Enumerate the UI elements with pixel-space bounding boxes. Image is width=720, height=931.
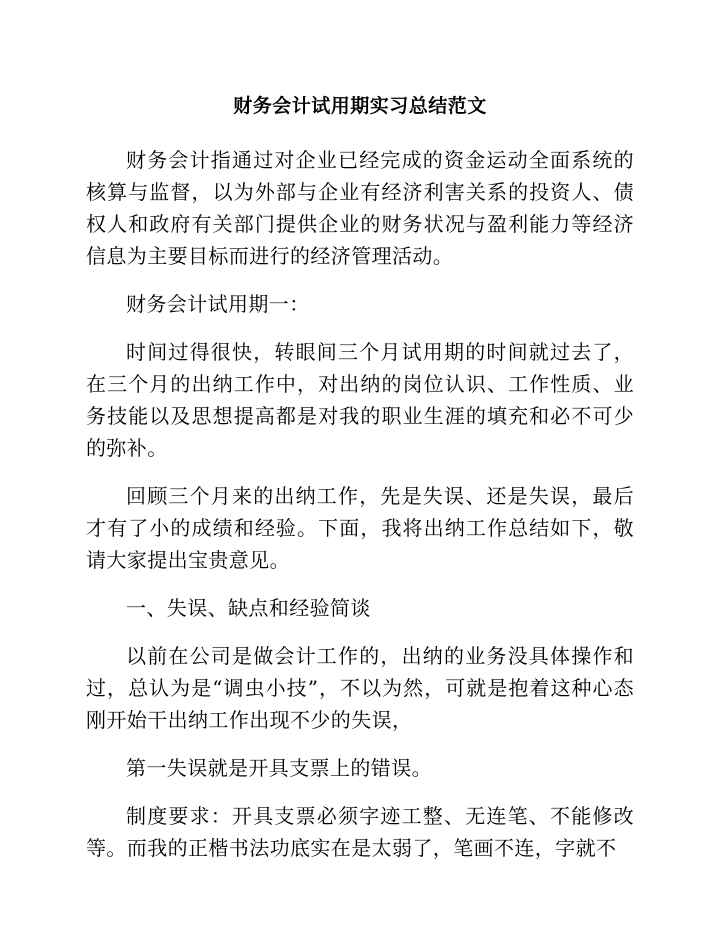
document-title: 财务会计试用期实习总结范文 [233,95,487,117]
paragraph-first-mistake: 第一失误就是开具支票上的错误。 [126,756,432,780]
paragraph-previous-work: 以前在公司是做会计工作的，出纳的业务没具体操作和过，总认为是“调虫小技”，不以为然，可就是抱着这种心态刚开始干出纳工作出现不少的失误， [86,644,634,732]
paragraph-subheading-mistakes: 一、失误、缺点和经验简谈 [126,596,371,620]
paragraph-time-passed: 时间过得很快，转眼间三个月试用期的时间就过去了，在三个月的出纳工作中，对出纳的岗位认识、工作性质、业务技能以及思想提高都是对我的职业生涯的填充和必不可少的弥补。 [86,340,634,460]
paragraph-review: 回顾三个月来的出纳工作，先是失误、还是失误，最后才有了小的成绩和经验。下面，我将出纳工作总结如下，敬请大家提出宝贵意见。 [86,484,634,572]
paragraph-rules: 制度要求：开具支票必须字迹工整、无连笔、不能修改等。而我的正楷书法功底实在是太弱了，笔画不连，字就不 [86,804,634,860]
paragraph-intro: 财务会计指通过对企业已经完成的资金运动全面系统的核算与监督，以为外部与企业有经济利害关系的投资人、债权人和政府有关部门提供企业的财务状况与盈利能力等经济信息为主要目标而进行的经济管理活动。 [86,148,634,268]
paragraph-section-heading: 财务会计试用期一： [126,292,310,316]
